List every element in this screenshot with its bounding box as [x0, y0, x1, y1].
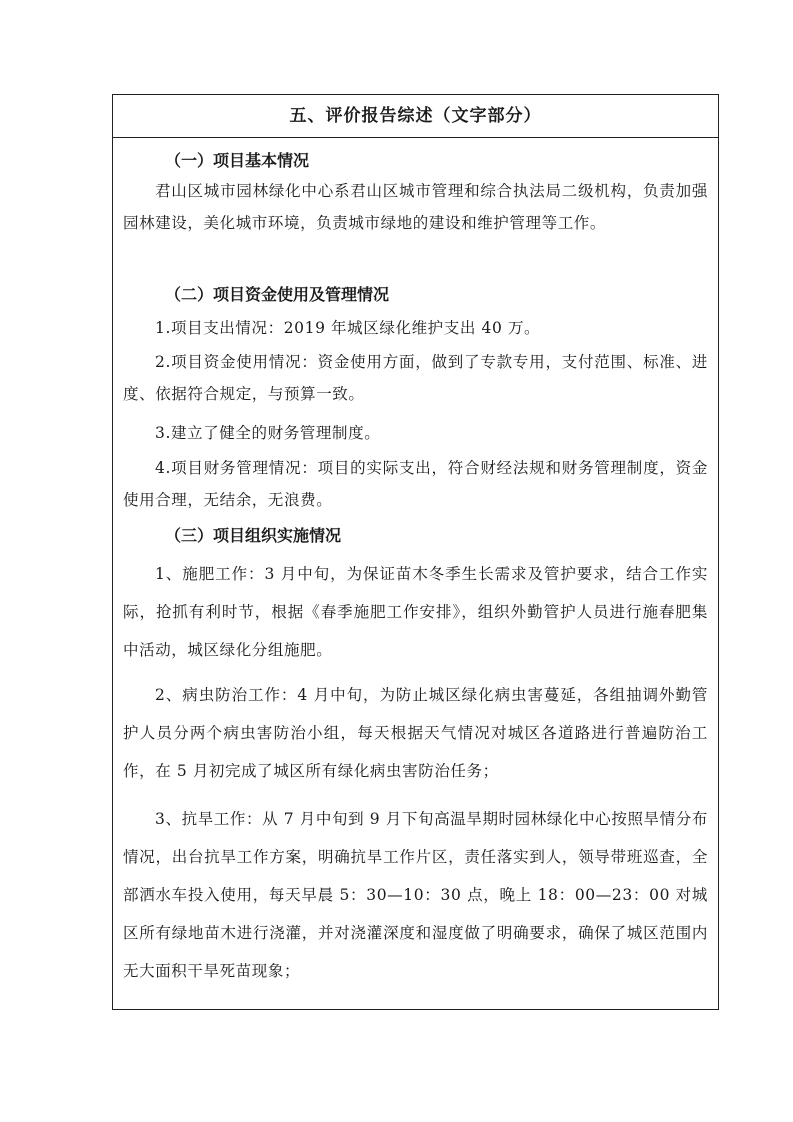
paragraph-drought-relief: 3、抗旱工作：从 7 月中旬到 9 月下旬高温旱期时园林绿化中心按照旱情分布情况，出台抗旱工作方案，明确抗旱工作片区，责任落实到人，领导带班巡查，全部洒水车投入使用，每天早晨 5：30—10：30 点，晚上 18：00—23：00 对城区所有绿地苗木进行浇灌，并对浇灌深度和湿度做了明确要求，确保了城区范围内无大面积干旱死苗现象；	[123, 810, 708, 980]
section-heading-implementation: （三）项目组织实施情况	[165, 526, 342, 545]
report-frame	[112, 94, 719, 1010]
paragraph-funds-3: 3.建立了健全的财务管理制度。	[155, 424, 381, 442]
paragraph-funds-2: 2.项目资金使用情况：资金使用方面，做到了专款专用，支付范围、标准、进度、依据符合规定，与预算一致。	[123, 353, 708, 403]
paragraph-pest-control: 2、病虫防治工作：4 月中旬，为防止城区绿化病虫害蔓延，各组抽调外勤管护人员分两个病虫害防治小组，每天根据天气情况对城区各道路进行普遍防治工作，在 5 月初完成了城区所有绿化病虫害防治任务；	[123, 686, 708, 780]
report-title: 五、评价报告综述（文字部分）	[113, 95, 718, 138]
paragraph-funds-1: 1.项目支出情况：2019 年城区绿化维护支出 40 万。	[155, 319, 541, 337]
paragraph-basic-info: 君山区城市园林绿化中心系君山区城市管理和综合执法局二级机构，负责加强园林建设，美化城市环境，负责城市绿地的建设和维护管理等工作。	[123, 182, 708, 232]
section-heading-funds: （二）项目资金使用及管理情况	[165, 285, 390, 304]
section-heading-basic-info: （一）项目基本情况	[165, 151, 310, 170]
paragraph-fertilizing: 1、施肥工作：3 月中旬，为保证苗木冬季生长需求及管护要求，结合工作实际，抢抓有利时节，根据《春季施肥工作安排》，组织外勤管护人员进行施春肥集中活动，城区绿化分组施肥。	[123, 565, 708, 659]
paragraph-funds-4: 4.项目财务管理情况：项目的实际支出，符合财经法规和财务管理制度，资金使用合理，无结余，无浪费。	[123, 459, 708, 509]
